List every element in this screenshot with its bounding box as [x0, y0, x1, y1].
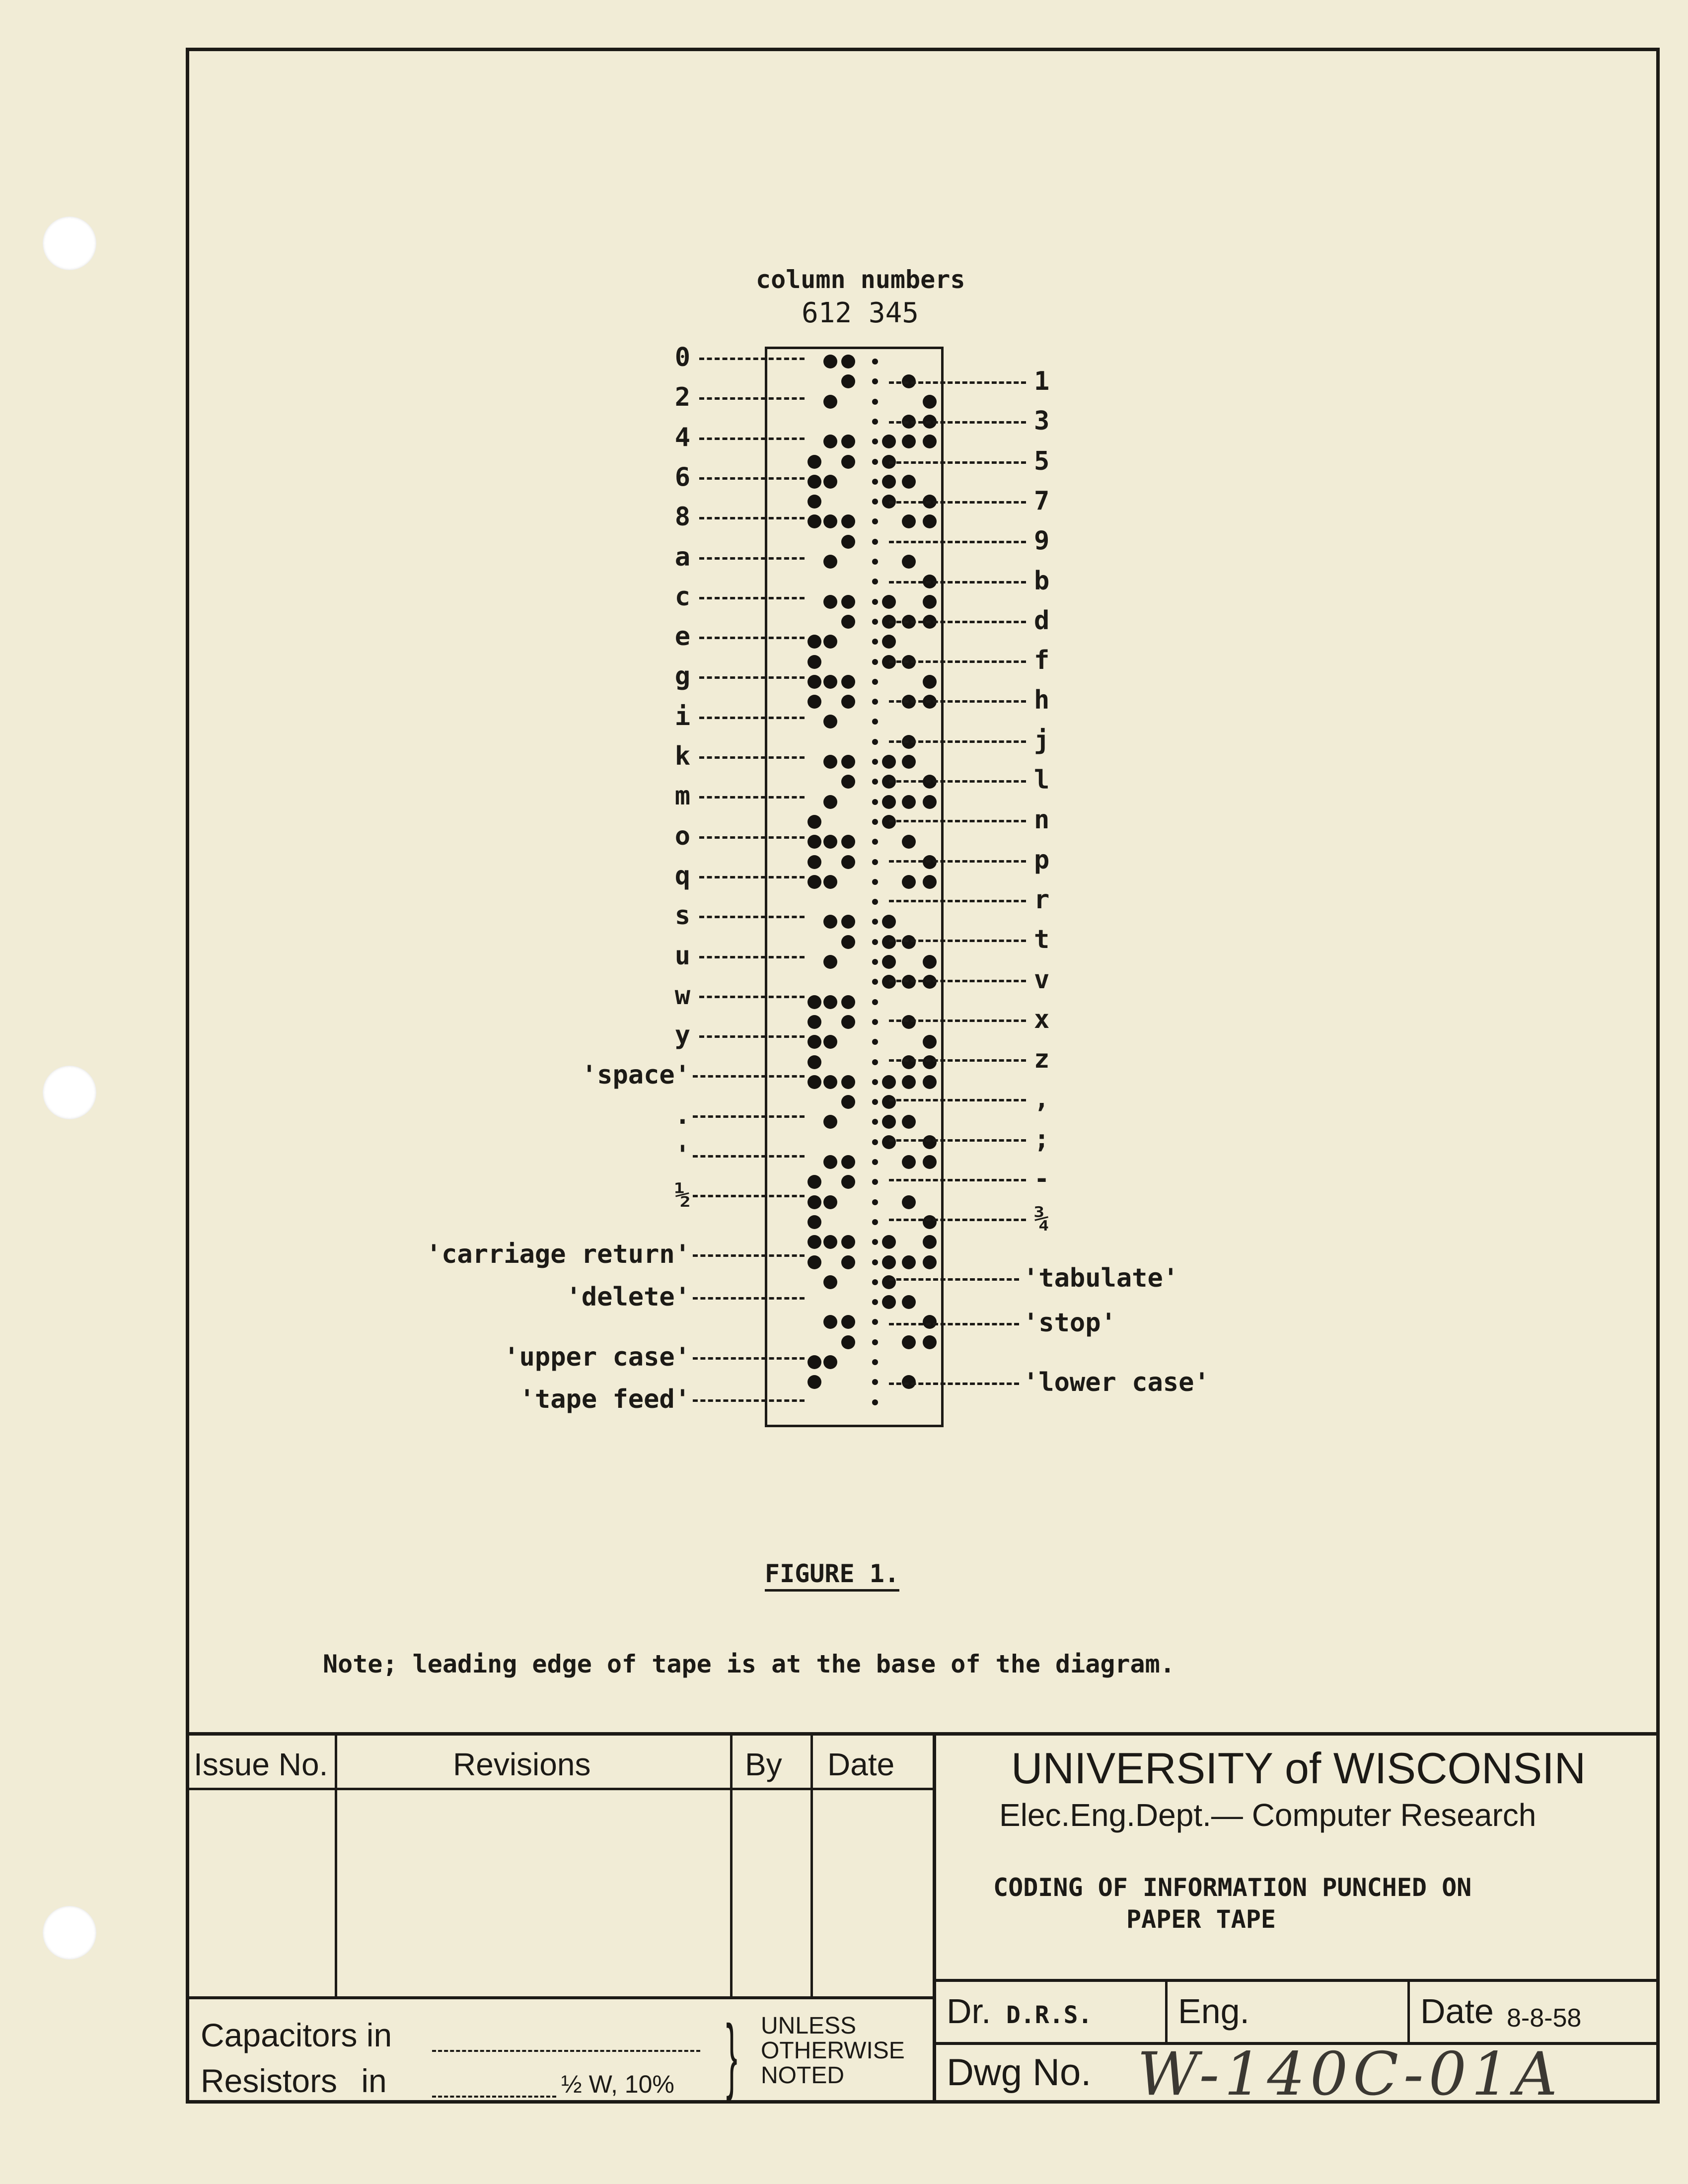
- left-label-14: s: [674, 901, 690, 931]
- data-hole-col-6: [807, 1195, 821, 1209]
- sprocket-hole: [872, 1159, 878, 1165]
- right-label-15: v: [1034, 964, 1050, 995]
- left-label-13: q: [674, 861, 690, 891]
- department: Elec.Eng.Dept.— Computer Research: [999, 1797, 1537, 1833]
- left-leader-9: [699, 717, 805, 719]
- left-label-8: g: [674, 661, 690, 692]
- right-label-7: f: [1034, 646, 1050, 676]
- binder-hole-bottom: [43, 1906, 96, 1960]
- right-leader-19: [889, 1139, 1026, 1142]
- data-hole-col-5: [923, 1215, 937, 1229]
- info-col-rule-1: [1165, 1979, 1168, 2042]
- header-by: By: [745, 1747, 782, 1782]
- left-label-6: c: [674, 582, 690, 612]
- left-label-10: k: [674, 741, 690, 771]
- drawn-by-label: Dr.: [947, 1992, 991, 2031]
- left-leader-17: [699, 1035, 805, 1038]
- sprocket-hole: [872, 879, 878, 885]
- left-leader-21: [693, 1195, 805, 1197]
- right-label-14: t: [1034, 925, 1050, 955]
- sprocket-hole: [872, 859, 878, 865]
- data-hole-col-6: [807, 1055, 821, 1069]
- left-label-1: 2: [674, 382, 690, 413]
- sprocket-hole: [872, 619, 878, 625]
- data-hole-col-2: [841, 1015, 855, 1029]
- sprocket-hole: [872, 959, 878, 965]
- sprocket-hole: [872, 1199, 878, 1205]
- right-label-12: p: [1034, 845, 1050, 875]
- data-hole-col-4: [902, 555, 916, 569]
- sprocket-hole: [872, 939, 878, 945]
- right-leader-1: [889, 421, 1026, 424]
- data-hole-col-1: [823, 675, 837, 689]
- header-issue-no: Issue No.: [194, 1747, 328, 1782]
- data-hole-col-2: [841, 355, 855, 368]
- data-hole-col-4: [902, 435, 916, 448]
- left-label-0: 0: [674, 343, 690, 372]
- sprocket-hole: [872, 359, 878, 364]
- data-hole-col-1: [823, 1195, 837, 1209]
- left-label-25: 'tape feed': [519, 1384, 690, 1414]
- left-leader-0: [699, 358, 805, 360]
- sprocket-hole: [872, 1099, 878, 1105]
- data-hole-col-3: [882, 1135, 896, 1149]
- data-hole-col-6: [807, 815, 821, 829]
- data-hole-col-6: [807, 495, 821, 509]
- data-hole-col-2: [841, 835, 855, 849]
- left-leader-20: [693, 1155, 805, 1158]
- right-leader-21: [889, 1219, 1026, 1221]
- data-hole-col-5: [923, 1335, 937, 1349]
- column-numbers-digits: 612 345: [802, 297, 919, 329]
- right-label-9: j: [1034, 725, 1050, 755]
- data-hole-col-5: [923, 1075, 937, 1089]
- data-hole-col-4: [902, 1075, 916, 1089]
- left-label-18: 'space': [581, 1060, 690, 1091]
- right-label-16: x: [1034, 1004, 1050, 1034]
- data-hole-col-2: [841, 1155, 855, 1169]
- left-label-23: 'delete': [566, 1282, 690, 1312]
- unless-line-1: UNLESS: [761, 2013, 857, 2039]
- data-hole-col-6: [807, 635, 821, 649]
- capacitors-blank: [432, 2050, 700, 2052]
- data-hole-col-5: [923, 595, 937, 609]
- left-label-9: i: [674, 701, 690, 731]
- data-hole-col-5: [923, 1055, 937, 1069]
- data-hole-col-1: [823, 1355, 837, 1369]
- sprocket-hole: [872, 1339, 878, 1345]
- right-leader-13: [889, 900, 1026, 902]
- sprocket-hole: [872, 1139, 878, 1145]
- data-hole-col-6: [807, 1235, 821, 1249]
- right-label-13: r: [1034, 884, 1050, 915]
- left-leader-10: [699, 756, 805, 759]
- right-label-23: 'stop': [1023, 1308, 1116, 1338]
- left-label-17: y: [674, 1020, 690, 1051]
- left-leader-8: [699, 676, 805, 679]
- unless-line-3: NOTED: [761, 2062, 844, 2089]
- right-label-0: 1: [1034, 366, 1050, 396]
- left-leader-23: [693, 1297, 805, 1300]
- right-leader-12: [889, 860, 1026, 863]
- info-rule-1: [933, 1979, 1660, 1982]
- eng-label: Eng.: [1178, 1992, 1249, 2031]
- data-hole-col-6: [807, 1215, 821, 1229]
- data-hole-col-2: [841, 1335, 855, 1349]
- data-hole-col-2: [841, 455, 855, 469]
- data-hole-col-2: [841, 935, 855, 949]
- left-label-7: e: [674, 622, 690, 652]
- data-hole-col-2: [841, 615, 855, 629]
- sprocket-hole: [872, 659, 878, 665]
- left-label-21: ½: [674, 1180, 690, 1210]
- right-leader-8: [889, 700, 1026, 703]
- info-col-rule-2: [1407, 1979, 1410, 2042]
- data-hole-col-1: [823, 795, 837, 809]
- dwg-no-label: Dwg No.: [947, 2051, 1092, 2094]
- sprocket-hole: [872, 1359, 878, 1365]
- data-hole-col-6: [807, 855, 821, 869]
- rev-col-rule-2: [730, 1732, 733, 1998]
- data-hole-col-6: [807, 875, 821, 889]
- left-leader-5: [699, 557, 805, 560]
- sprocket-hole: [872, 799, 878, 805]
- left-label-20: ': [674, 1140, 690, 1170]
- left-leader-16: [699, 996, 805, 998]
- sprocket-hole: [872, 739, 878, 745]
- data-hole-col-4: [902, 835, 916, 849]
- left-leader-1: [699, 397, 805, 400]
- data-hole-col-3: [882, 595, 896, 609]
- date-label: Date: [1420, 1992, 1494, 2031]
- right-leader-23: [889, 1323, 1019, 1325]
- binder-hole-top: [43, 217, 96, 270]
- left-leader-15: [699, 956, 805, 958]
- data-hole-col-3: [882, 1255, 896, 1269]
- data-hole-col-5: [923, 395, 937, 409]
- sprocket-hole: [872, 539, 878, 545]
- data-hole-col-3: [882, 955, 896, 969]
- data-hole-col-5: [923, 955, 937, 969]
- right-label-24: 'lower case': [1023, 1368, 1210, 1397]
- sprocket-hole: [872, 1259, 878, 1265]
- data-hole-col-2: [841, 435, 855, 448]
- data-hole-col-1: [823, 955, 837, 969]
- data-hole-col-6: [807, 1355, 821, 1369]
- data-hole-col-1: [823, 395, 837, 409]
- resistors-blank: [432, 2096, 556, 2098]
- left-leader-2: [699, 437, 805, 440]
- right-label-2: 5: [1034, 446, 1050, 476]
- sprocket-hole: [872, 1059, 878, 1065]
- data-hole-col-1: [823, 1155, 837, 1169]
- data-hole-col-2: [841, 675, 855, 689]
- data-hole-col-2: [841, 995, 855, 1009]
- sprocket-hole: [872, 499, 878, 505]
- data-hole-col-3: [882, 1095, 896, 1109]
- data-hole-col-2: [841, 1075, 855, 1089]
- left-label-22: 'carriage return': [426, 1239, 690, 1269]
- data-hole-col-1: [823, 1275, 837, 1289]
- data-hole-col-4: [902, 1335, 916, 1349]
- data-hole-col-3: [882, 635, 896, 649]
- right-label-17: z: [1034, 1044, 1050, 1075]
- data-hole-col-4: [902, 875, 916, 889]
- right-label-18: ,: [1034, 1084, 1050, 1114]
- left-label-16: w: [674, 980, 690, 1011]
- data-hole-col-1: [823, 995, 837, 1009]
- data-hole-col-6: [807, 995, 821, 1009]
- data-hole-col-5: [923, 795, 937, 809]
- unless-line-2: OTHERWISE: [761, 2038, 905, 2064]
- right-label-3: 7: [1034, 486, 1050, 516]
- data-hole-col-4: [902, 795, 916, 809]
- data-hole-col-1: [823, 1235, 837, 1249]
- drawing-title-line-2: PAPER TAPE: [1126, 1905, 1276, 1934]
- sprocket-hole: [872, 699, 878, 705]
- sprocket-hole: [872, 419, 878, 425]
- rev-header-rule: [186, 1788, 933, 1790]
- data-hole-col-2: [841, 695, 855, 709]
- data-hole-col-5: [923, 1235, 937, 1249]
- data-hole-col-3: [882, 435, 896, 448]
- right-leader-10: [889, 780, 1026, 783]
- title-block-divider: [933, 1732, 936, 2104]
- data-hole-col-4: [902, 1295, 916, 1309]
- data-hole-col-3: [882, 795, 896, 809]
- rev-col-rule-1: [335, 1732, 337, 1998]
- data-hole-col-6: [807, 655, 821, 669]
- right-leader-14: [889, 940, 1026, 942]
- resistors-spec: ½ W, 10%: [561, 2070, 674, 2098]
- data-hole-col-6: [807, 1015, 821, 1029]
- data-hole-col-2: [841, 595, 855, 609]
- data-hole-col-4: [902, 1195, 916, 1209]
- data-hole-col-5: [923, 1035, 937, 1049]
- sprocket-hole: [872, 559, 878, 565]
- left-label-4: 8: [674, 502, 690, 532]
- left-label-24: 'upper case': [504, 1342, 690, 1372]
- sprocket-hole: [872, 759, 878, 765]
- title-block-top-rule: [186, 1732, 1660, 1736]
- right-label-22: 'tabulate': [1023, 1263, 1179, 1293]
- data-hole-col-6: [807, 695, 821, 709]
- capacitors-label: Capacitors in: [201, 2017, 392, 2053]
- data-hole-col-3: [882, 755, 896, 769]
- right-label-11: n: [1034, 805, 1050, 835]
- left-leader-22: [693, 1254, 805, 1257]
- data-hole-col-3: [882, 1235, 896, 1249]
- right-leader-20: [889, 1179, 1026, 1181]
- left-label-11: m: [674, 781, 690, 811]
- drawing-title-line-1: CODING OF INFORMATION PUNCHED ON: [993, 1873, 1472, 1902]
- right-label-21: ¾: [1034, 1204, 1050, 1234]
- sprocket-hole: [872, 819, 878, 825]
- data-hole-col-1: [823, 1075, 837, 1089]
- data-hole-col-4: [902, 475, 916, 489]
- left-leader-25: [693, 1399, 805, 1402]
- data-hole-col-1: [823, 875, 837, 889]
- right-leader-11: [889, 820, 1026, 822]
- right-label-4: 9: [1034, 526, 1050, 556]
- data-hole-col-2: [841, 1255, 855, 1269]
- left-leader-6: [699, 597, 805, 599]
- data-hole-col-1: [823, 355, 837, 368]
- data-hole-col-3: [882, 475, 896, 489]
- right-leader-22: [889, 1278, 1019, 1281]
- right-label-20: -: [1034, 1164, 1050, 1194]
- left-leader-18: [693, 1075, 805, 1078]
- left-label-19: .: [674, 1100, 690, 1130]
- bracket-glyph: }: [726, 2008, 737, 2102]
- right-label-8: h: [1034, 685, 1050, 716]
- data-hole-col-5: [923, 875, 937, 889]
- sprocket-hole: [872, 1399, 878, 1405]
- data-hole-col-1: [823, 595, 837, 609]
- binder-hole-middle: [43, 1066, 96, 1119]
- right-leader-6: [889, 621, 1026, 623]
- right-leader-0: [889, 381, 1026, 384]
- sprocket-hole: [872, 599, 878, 605]
- left-leader-12: [699, 836, 805, 839]
- data-hole-col-6: [807, 1075, 821, 1089]
- left-leader-14: [699, 916, 805, 918]
- sprocket-hole: [872, 999, 878, 1005]
- left-leader-19: [693, 1115, 805, 1118]
- data-hole-col-1: [823, 555, 837, 569]
- right-label-5: b: [1034, 566, 1050, 596]
- right-leader-16: [889, 1019, 1026, 1022]
- data-hole-col-6: [807, 1255, 821, 1269]
- right-leader-18: [889, 1099, 1026, 1101]
- right-label-6: d: [1034, 605, 1050, 636]
- data-hole-col-5: [923, 1135, 937, 1149]
- sprocket-hole: [872, 1079, 878, 1085]
- left-label-12: o: [674, 821, 690, 851]
- components-top-rule: [186, 1996, 933, 1999]
- data-hole-col-3: [882, 1275, 896, 1289]
- data-hole-col-4: [902, 1155, 916, 1169]
- right-label-10: l: [1034, 765, 1050, 795]
- data-hole-col-2: [841, 755, 855, 769]
- right-leader-4: [889, 541, 1026, 543]
- data-hole-col-4: [902, 1015, 916, 1029]
- right-label-19: ;: [1034, 1124, 1050, 1154]
- sprocket-hole: [872, 1219, 878, 1225]
- data-hole-col-6: [807, 1035, 821, 1049]
- data-hole-col-1: [823, 1035, 837, 1049]
- data-hole-col-1: [823, 755, 837, 769]
- data-hole-col-3: [882, 1295, 896, 1309]
- right-leader-15: [889, 980, 1026, 982]
- left-leader-7: [699, 637, 805, 639]
- left-leader-24: [693, 1357, 805, 1360]
- right-leader-17: [889, 1059, 1026, 1062]
- data-hole-col-1: [823, 435, 837, 448]
- data-hole-col-6: [807, 475, 821, 489]
- data-hole-col-6: [807, 835, 821, 849]
- note: Note; leading edge of tape is at the base of the diagram.: [323, 1650, 1175, 1678]
- sprocket-hole: [872, 899, 878, 905]
- sprocket-hole: [872, 459, 878, 465]
- left-leader-11: [699, 796, 805, 799]
- drawn-by-value: D.R.S.: [1006, 2001, 1093, 2029]
- right-leader-24: [889, 1383, 1019, 1385]
- dwg-number: W-140C-01A: [1137, 2040, 1562, 2109]
- left-label-5: a: [674, 542, 690, 572]
- header-date: Date: [827, 1747, 895, 1782]
- data-hole-col-1: [823, 835, 837, 849]
- figure-caption: FIGURE 1.: [765, 1559, 899, 1588]
- data-hole-col-5: [923, 675, 937, 689]
- data-hole-col-1: [823, 635, 837, 649]
- data-hole-col-2: [841, 535, 855, 549]
- data-hole-col-6: [807, 455, 821, 469]
- sprocket-hole: [872, 399, 878, 405]
- right-leader-9: [889, 740, 1026, 743]
- left-label-2: 4: [674, 422, 690, 452]
- data-hole-col-2: [841, 855, 855, 869]
- header-revisions: Revisions: [453, 1747, 591, 1782]
- data-hole-col-1: [823, 475, 837, 489]
- right-leader-2: [889, 461, 1026, 464]
- sprocket-hole: [872, 1019, 878, 1025]
- sprocket-hole: [872, 1279, 878, 1285]
- data-hole-col-4: [902, 755, 916, 769]
- sprocket-hole: [872, 479, 878, 485]
- sprocket-hole: [872, 1299, 878, 1305]
- right-leader-7: [889, 660, 1026, 663]
- left-leader-3: [699, 477, 805, 480]
- left-label-3: 6: [674, 462, 690, 492]
- resistors-label: Resistors in: [201, 2062, 387, 2099]
- data-hole-col-4: [902, 1255, 916, 1269]
- right-leader-5: [889, 581, 1026, 583]
- data-hole-col-2: [841, 1095, 855, 1109]
- left-label-15: u: [674, 941, 690, 971]
- data-hole-col-5: [923, 1255, 937, 1269]
- column-numbers-title: column numbers: [756, 265, 965, 294]
- right-label-1: 3: [1034, 406, 1050, 437]
- sprocket-hole: [872, 679, 878, 685]
- right-leader-3: [889, 501, 1026, 504]
- left-leader-4: [699, 517, 805, 519]
- organization: UNIVERSITY of WISCONSIN: [1011, 1744, 1586, 1793]
- rev-col-rule-3: [810, 1732, 813, 1998]
- date-value: 8-8-58: [1507, 2004, 1582, 2033]
- data-hole-col-5: [923, 1155, 937, 1169]
- data-hole-col-4: [902, 1055, 916, 1069]
- data-hole-col-2: [841, 1235, 855, 1249]
- data-hole-col-6: [807, 675, 821, 689]
- data-hole-col-3: [882, 1075, 896, 1089]
- data-hole-col-5: [923, 435, 937, 448]
- left-leader-13: [699, 876, 805, 878]
